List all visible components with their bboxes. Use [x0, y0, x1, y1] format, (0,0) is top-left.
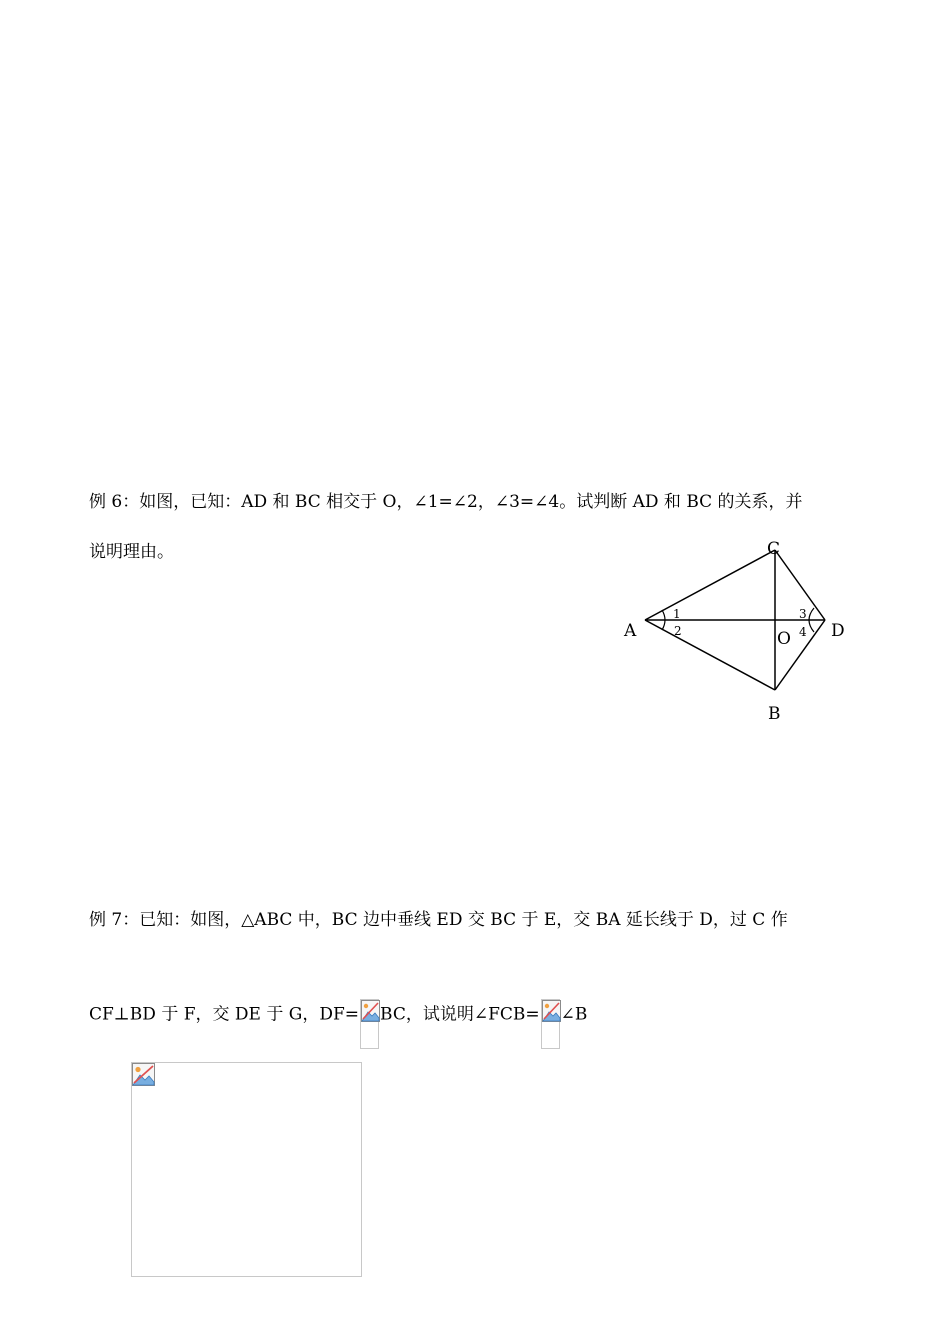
example6-line2: 说明理由。 [89, 542, 174, 562]
example7-line1: 例 7：已知：如图，△ABC 中，BC 边中垂线 ED 交 BC 于 E，交 BA 延长线于 D，过 C 作 [89, 910, 788, 930]
example7-line2-part2: BC，试说明∠FCB= [380, 1004, 540, 1025]
label-o: O [777, 629, 791, 649]
example6-line1: 例 6：如图，已知：AD 和 BC 相交于 O，∠1=∠2，∠3=∠4。试判断 AD 和 BC 的关系，并 [89, 492, 803, 512]
angle-label-3: 3 [799, 607, 807, 621]
broken-image-icon [360, 999, 379, 1049]
example7-line2-part1: CF⊥BD 于 F，交 DE 于 G，DF= [89, 1004, 360, 1025]
broken-image-icon [541, 999, 560, 1049]
angle-label-1: 1 [673, 607, 681, 621]
label-b: B [768, 704, 781, 724]
label-a: A [624, 621, 637, 641]
segment-ac [645, 550, 775, 620]
example7-line2 [89, 990, 587, 1040]
example7-line2-part3: ∠B [560, 1004, 588, 1025]
segment-ab [645, 620, 775, 690]
broken-image-icon [132, 1063, 155, 1086]
example7-figure-placeholder [131, 1062, 362, 1277]
label-c: C [767, 539, 781, 559]
geometry-figure-abcd [610, 530, 860, 730]
label-d: D [831, 621, 845, 641]
angle-label-2: 2 [674, 624, 682, 638]
angle-label-4: 4 [799, 625, 807, 639]
